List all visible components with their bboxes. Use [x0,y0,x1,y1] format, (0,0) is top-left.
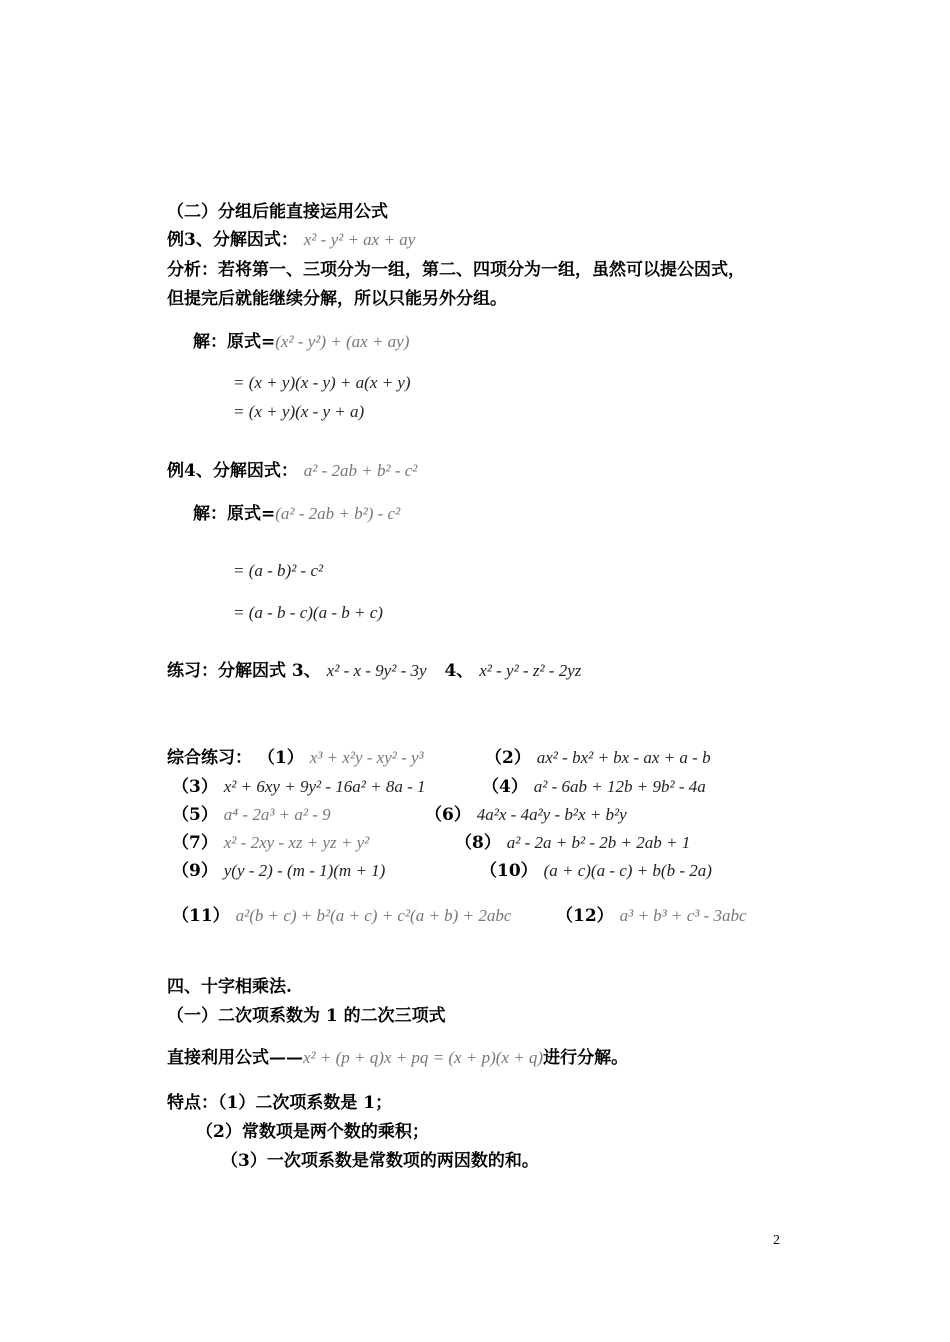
item-expression: ax² - bx² + bx - ax + a - b [536,748,711,767]
example-4-label: 例4、分解因式： [167,461,298,481]
item-number: （5） [172,805,218,825]
comprehensive-label: 综合练习： [167,748,252,768]
solution-4-line-3 [233,602,383,624]
item-number: （12） [556,906,614,926]
comprehensive-item-11 [172,905,511,927]
item-expression: x³ + x²y - xy² - y³ [309,748,424,767]
item-number: （4） [482,777,528,797]
solution-3-line-3 [233,401,364,423]
item-expression: a² - 6ab + 12b + 9b² - 4a [533,777,706,796]
cross-formula: x² + (p + q)x + pq = (x + p)(x + q) [303,1048,544,1067]
item-expression: a² - 2a + b² - 2b + 2ab + 1 [506,833,691,852]
direct-prefix: 直接利用公式—— [167,1048,303,1068]
item-expression: a²(b + c) + b²(a + c) + c²(a + b) + 2abc [235,906,512,925]
solution-3-line-1 [193,331,409,353]
item-expression: (a + c)(a - c) + b(b - 2a) [543,861,712,880]
section-title: （二）分组后能直接运用公式 [167,202,388,222]
subsection-title: （一）二次项系数为 1 的二次三项式 [167,1006,446,1026]
example-4 [167,460,417,482]
solution-label: 解：原式= [193,504,276,524]
comprehensive-row-1 [167,747,424,769]
example-3-label: 例3、分解因式： [167,230,298,250]
item-expression: x² - 2xy - xz + yz + y² [223,833,370,852]
comprehensive-item-4 [482,776,706,798]
item-number: （2） [485,748,531,768]
solution-4-line-1 [193,503,400,525]
direct-suffix: 进行分解。 [543,1048,629,1068]
feature-line-1: 特点：（1）二次项系数是 1； [167,1093,393,1113]
example-3-expression: x² - y² + ax + ay [303,230,416,249]
comprehensive-item-6 [425,804,627,826]
item-expression: a³ + b³ + c³ - 3abc [619,906,747,925]
solution-label: 解：原式= [193,332,276,352]
analysis-line-2: 但提完后就能继续分解，所以只能另外分组。 [167,289,507,309]
item-number: （7） [172,833,218,853]
comprehensive-item-12 [556,905,747,927]
item-number: （8） [455,833,501,853]
feature-line-3: （3）一次项系数是常数项的两因数的和。 [221,1151,539,1171]
practice-4-expr: x² - y² - z² - 2yz [479,661,582,680]
comprehensive-item-3 [172,776,425,798]
practice-line [167,660,581,682]
solution-3-expr-1: (x² - y²) + (ax + ay) [275,332,410,351]
solution-3-line-2 [233,372,411,394]
comprehensive-item-2 [485,747,711,769]
practice-label: 练习：分解因式 3、 [167,661,321,681]
direct-formula-line [167,1047,628,1069]
solution-3-expr-2: = (x + y)(x - y) + a(x + y) [233,373,411,392]
example-3 [167,229,415,251]
comprehensive-item-10 [480,860,712,882]
comprehensive-item-9 [172,860,385,882]
comprehensive-item-5 [172,804,331,826]
comprehensive-item-8 [455,832,690,854]
item-number: （1） [257,748,304,768]
page-number: 2 [773,1233,780,1248]
practice-4-label: 4、 [444,661,474,681]
solution-3-expr-3: = (x + y)(x - y + a) [233,402,365,421]
practice-3-expr: x² - x - 9y² - 3y [326,661,427,680]
solution-4-line-2 [233,560,323,582]
solution-4-expr-3: = (a - b - c)(a - b + c) [233,603,383,622]
item-expression: 4a²x - 4a²y - b²x + b²y [476,805,627,824]
solution-4-expr-2: = (a - b)² - c² [233,561,324,580]
solution-4-expr-1: (a² - 2ab + b²) - c² [275,504,401,523]
example-4-expression: a² - 2ab + b² - c² [303,461,418,480]
item-number: （11） [172,906,230,926]
item-number: （6） [425,805,471,825]
item-number: （3） [172,777,218,797]
item-expression: x² + 6xy + 9y² - 16a² + 8a - 1 [223,777,426,796]
item-number: （10） [480,861,538,881]
analysis-line-1: 分析：若将第一、三项分为一组，第二、四项分为一组，虽然可以提公因式， [167,260,745,280]
feature-line-2: （2）常数项是两个数的乘积； [196,1122,429,1142]
item-number: （9） [172,861,218,881]
comprehensive-item-7 [172,832,369,854]
item-expression: y(y - 2) - (m - 1)(m + 1) [223,861,386,880]
item-expression: a⁴ - 2a³ + a² - 9 [223,805,331,824]
section-4-title: 四、十字相乘法. [167,977,292,997]
